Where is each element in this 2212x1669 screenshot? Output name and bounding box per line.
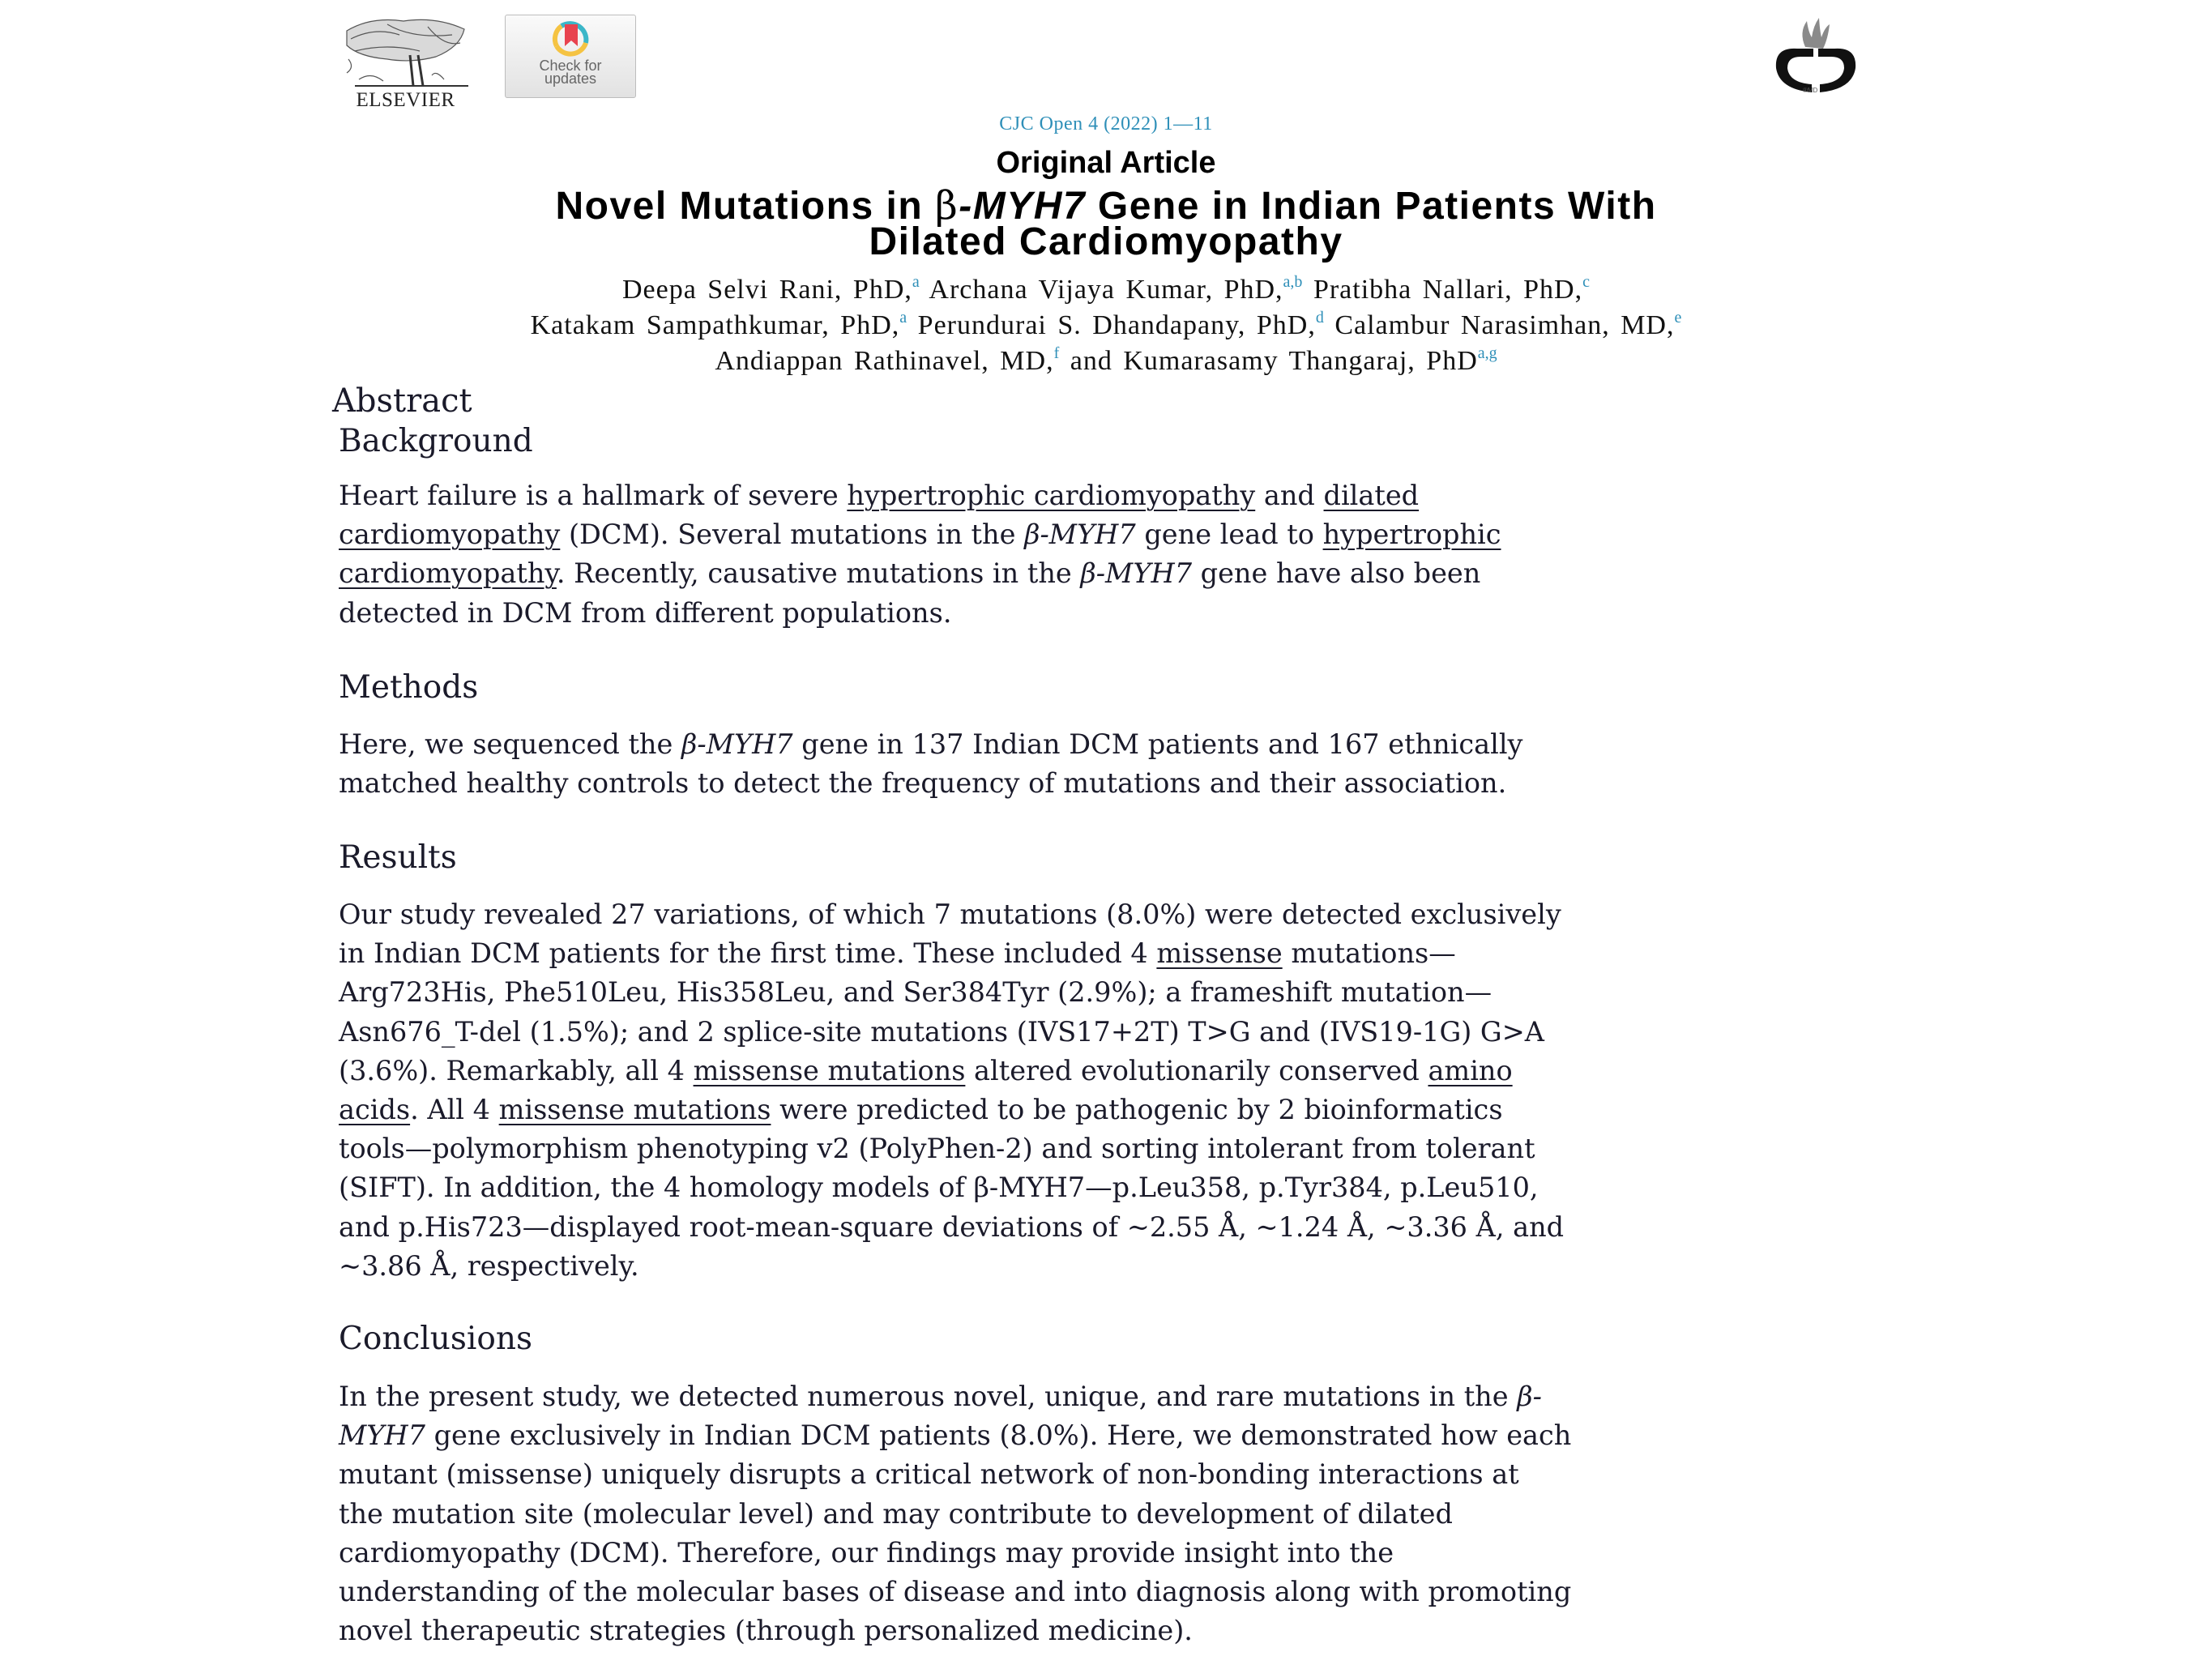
text-run: gene have also been: [1192, 557, 1481, 590]
text-run: were predicted to be pathogenic by 2 bioinformatics: [771, 1093, 1503, 1125]
affiliation-link[interactable]: a,b: [1283, 273, 1303, 291]
author-name[interactable]: and Kumarasamy Thangaraj, PhD: [1070, 346, 1478, 376]
title-line-1: [0, 183, 2212, 228]
text-line: [339, 1455, 1571, 1494]
author-name[interactable]: Perundurai S. Dhandapany, PhD,: [917, 310, 1316, 340]
text-run: mutations—: [1282, 937, 1456, 970]
glossary-link[interactable]: acids: [339, 1093, 411, 1125]
text-run: Heart failure is a hallmark of severe: [339, 480, 848, 511]
text-run: ∼3.86 Å, respectively.: [339, 1249, 639, 1282]
article-type: Original Article: [996, 146, 1216, 180]
text-line: [339, 1534, 1571, 1573]
text-run: . All 4: [410, 1093, 499, 1125]
text-line: [339, 1013, 1564, 1052]
author-name[interactable]: Deepa Selvi Rani, PhD,: [621, 275, 912, 305]
abstract-heading: Abstract: [332, 382, 472, 420]
journal-citation[interactable]: CJC Open 4 (2022) 1—11: [999, 113, 1213, 134]
text-run: In the present study, we detected numerous novel, unique, and rare mutations in the: [339, 1381, 1518, 1412]
glossary-link[interactable]: missense mutations: [693, 1054, 966, 1086]
glossary-link[interactable]: cardiomyopathy: [339, 519, 561, 551]
methods-paragraph: [339, 725, 1522, 803]
results-heading: Results: [339, 839, 457, 876]
text-line: [339, 1495, 1571, 1534]
check-for-updates-label: [506, 59, 635, 85]
text-line: [339, 1377, 1571, 1416]
text-line: [339, 1611, 1571, 1650]
gene-name: β-MYH7: [681, 728, 793, 760]
text-run: matched healthy controls to detect the frequency of mutations and their association.: [339, 767, 1507, 800]
article-title: [0, 183, 2212, 263]
title-beta: β: [934, 183, 959, 228]
check-for-updates-line1: Check for: [539, 58, 602, 74]
text-line: [339, 764, 1522, 803]
text-run: understanding of the molecular bases of disease and into diagnosis along with promoting: [339, 1575, 1572, 1607]
affiliation-link[interactable]: a: [899, 309, 907, 327]
text-run: cardiomyopathy (DCM). Therefore, our findings may provide insight into the: [339, 1536, 1394, 1569]
text-run: gene lead to: [1135, 519, 1323, 551]
title-line-2: Dilated Cardiomyopathy: [869, 220, 1343, 263]
text-line: [339, 973, 1564, 1012]
author-line-2: [0, 308, 2212, 344]
affiliation-link[interactable]: a: [912, 273, 920, 291]
text-run: (3.6%). Remarkably, all 4: [339, 1054, 694, 1086]
gene-name: β-MYH7: [1080, 557, 1193, 590]
text-line: [339, 476, 1501, 515]
text-run: altered evolutionarily conserved: [965, 1054, 1428, 1086]
gene-name: β-MYH7: [1024, 519, 1136, 551]
title-text: Novel Mutations in: [555, 185, 935, 228]
check-for-updates-button[interactable]: [505, 15, 636, 98]
conclusions-paragraph: [339, 1377, 1571, 1650]
text-run: Asn676_T-del (1.5%); and 2 splice-site mutations (IVS17+2T) T>G and (IVS19-1G) G>A: [339, 1015, 1544, 1048]
text-line: [339, 1573, 1571, 1611]
author-name[interactable]: Katakam Sampathkumar, PhD,: [530, 310, 900, 340]
title-text: Gene in Indian Patients With: [1086, 185, 1657, 228]
text-run: (DCM). Several mutations in the: [560, 519, 1025, 551]
text-run: novel therapeutic strategies (through personalized medicine).: [339, 1615, 1193, 1647]
glossary-link[interactable]: dilated: [1323, 480, 1420, 511]
affiliation-link[interactable]: c: [1582, 273, 1590, 291]
text-run: Our study revealed 27 variations, of which 7 mutations (8.0%) were detected exclusively: [339, 899, 1561, 930]
elsevier-wordmark: ELSEVIER: [356, 89, 455, 111]
glossary-link[interactable]: missense mutations: [498, 1093, 771, 1125]
glossary-link[interactable]: hypertrophic cardiomyopathy: [847, 480, 1256, 511]
glossary-link[interactable]: cardiomyopathy: [339, 557, 557, 590]
text-line: [339, 1208, 1564, 1247]
author-line-1: [0, 272, 2212, 308]
text-run: and p.His723—displayed root-mean-square deviations of ∼2.55 Å, ∼1.24 Å, ∼3.36 Å, and: [339, 1210, 1565, 1243]
author-name[interactable]: Archana Vijaya Kumar, PhD,: [929, 275, 1283, 305]
elsevier-tree-icon: [339, 15, 472, 92]
text-line: [339, 594, 1501, 633]
text-line: [339, 515, 1501, 554]
text-run: . Recently, causative mutations in the: [556, 557, 1081, 590]
affiliation-link[interactable]: f: [1053, 344, 1060, 362]
glossary-link[interactable]: amino: [1428, 1054, 1513, 1086]
text-line: [339, 554, 1501, 593]
text-run: detected in DCM from different populations.: [339, 596, 952, 629]
author-name[interactable]: Pratibha Nallari, PhD,: [1313, 275, 1583, 305]
text-line: [339, 1168, 1564, 1207]
author-name[interactable]: Calambur Narasimhan, MD,: [1334, 310, 1675, 340]
glossary-link[interactable]: hypertrophic: [1322, 519, 1501, 551]
background-paragraph: [339, 476, 1501, 633]
registered-mark: ®MD: [1803, 87, 1818, 94]
elsevier-logo[interactable]: [339, 15, 472, 110]
text-run: gene exclusively in Indian DCM patients (8.0%). Here, we demonstrated how each: [425, 1419, 1572, 1452]
author-line-3: [0, 344, 2212, 379]
text-line: [339, 1091, 1564, 1129]
text-line: [339, 725, 1522, 764]
text-run: the mutation site (molecular level) and may contribute to development of dilated: [339, 1497, 1453, 1530]
text-line: [339, 895, 1564, 934]
text-run: mutant (missense) uniquely disrupts a critical network of non-bonding interactions at: [339, 1458, 1519, 1491]
text-run: and: [1255, 480, 1324, 511]
affiliation-link[interactable]: e: [1674, 309, 1682, 327]
text-run: gene in 137 Indian DCM patients and 167 ethnically: [792, 728, 1523, 760]
text-run: (SIFT). In addition, the 4 homology models of β-MYH7—p.Leu358, p.Tyr384, p.Leu510,: [339, 1172, 1539, 1204]
text-line: [339, 1416, 1571, 1455]
gene-name: β-: [1517, 1381, 1542, 1412]
text-run: Arg723His, Phe510Leu, His358Leu, and Ser384Tyr (2.9%); a frameshift mutation—: [339, 976, 1492, 1009]
text-line: [339, 1129, 1564, 1168]
check-for-updates-line2: updates: [544, 70, 597, 87]
conclusions-heading: Conclusions: [339, 1321, 532, 1357]
text-line: [339, 1052, 1564, 1091]
title-gene: -MYH7: [959, 185, 1087, 228]
gene-name: MYH7: [339, 1419, 425, 1452]
affiliation-link[interactable]: a,g: [1477, 344, 1497, 362]
text-line: [339, 1247, 1564, 1286]
results-paragraph: [339, 895, 1564, 1286]
text-line: [339, 934, 1564, 973]
methods-heading: Methods: [339, 669, 479, 706]
affiliation-link[interactable]: d: [1315, 309, 1324, 327]
author-name[interactable]: Andiappan Rathinavel, MD,: [715, 346, 1054, 376]
text-run: Here, we sequenced the: [339, 728, 681, 760]
background-heading: Background: [339, 423, 533, 459]
author-list: [0, 272, 2212, 379]
text-run: tools—polymorphism phenotyping v2 (PolyPhen-2) and sorting intolerant from tolerant: [339, 1133, 1535, 1165]
bookmark-ring-icon: [550, 19, 592, 59]
text-run: in Indian DCM patients for the first time. These included 4: [339, 937, 1157, 970]
glossary-link[interactable]: missense: [1156, 937, 1283, 970]
